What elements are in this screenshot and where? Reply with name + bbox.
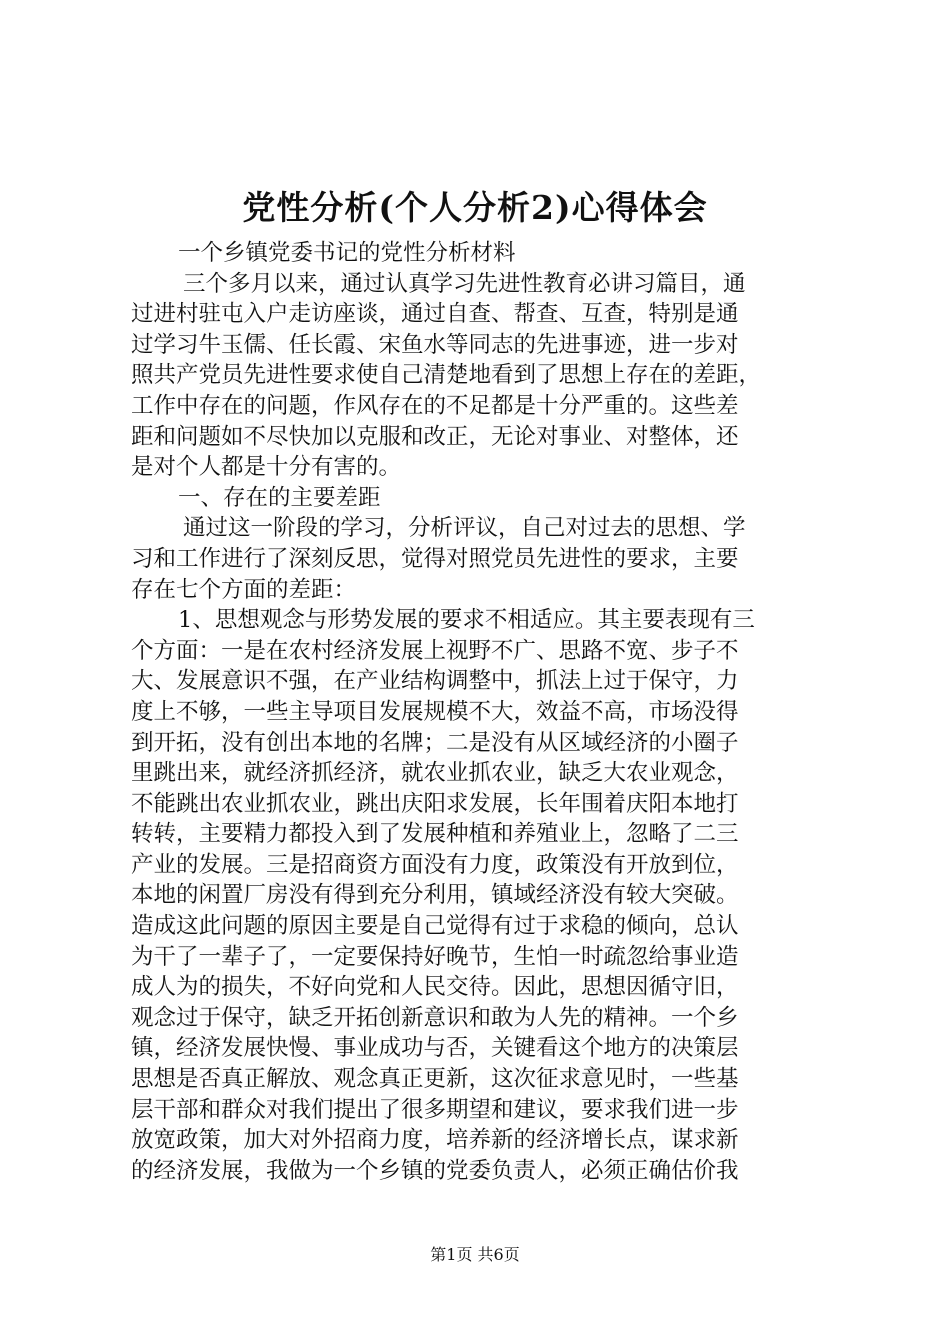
paragraph-line: 工作中存在的问题，作风存在的不足都是十分严重的。这些差 xyxy=(131,392,739,419)
paragraph-line: 镇，经济发展快慢、事业成功与否，关键看这个地方的决策层 xyxy=(131,1035,739,1062)
paragraph-line: 度上不够，一些主导项目发展规模不大，效益不高，市场没得 xyxy=(131,698,739,725)
paragraph-line: 不能跳出农业抓农业，跳出庆阳求发展，长年围着庆阳本地打 xyxy=(131,790,739,817)
paragraph-line: 通过这一阶段的学习，分析评议，自己对过去的思想、学 xyxy=(183,515,746,542)
paragraph-line: 转转，主要精力都投入到了发展种植和养殖业上，忽略了二三 xyxy=(131,821,739,848)
paragraph-line: 本地的闲置厂房没有得到充分利用，镇域经济没有较大突破。 xyxy=(131,882,739,909)
paragraph-line: 习和工作进行了深刻反思，觉得对照党员先进性的要求，主要 xyxy=(131,545,739,572)
paragraph-line: 照共产党员先进性要求使自己清楚地看到了思想上存在的差距， xyxy=(131,362,762,389)
paragraph-line: 1、思想观念与形势发展的要求不相适应。其主要表现有三 xyxy=(178,607,755,634)
page-number-footer: 第1页 共6页 xyxy=(430,1245,520,1264)
paragraph-line: 造成这此问题的原因主要是自己觉得有过于求稳的倾向，总认 xyxy=(131,913,739,940)
document-body xyxy=(131,238,831,1186)
paragraph-line: 为干了一辈子了，一定要保持好晚节，生怕一时疏忽给事业造 xyxy=(131,943,739,970)
paragraph-line: 三个多月以来，通过认真学习先进性教育必讲习篇目，通 xyxy=(183,270,746,297)
paragraph-line: 过进村驻屯入户走访座谈，通过自查、帮查、互查，特别是通 xyxy=(131,301,739,328)
paragraph-line: 层干部和群众对我们提出了很多期望和建议，要求我们进一步 xyxy=(131,1096,739,1123)
paragraph-line: 观念过于保守，缺乏开拓创新意识和敢为人先的精神。一个乡 xyxy=(131,1004,739,1031)
paragraph-line: 里跳出来，就经济抓经济，就农业抓农业，缺乏大农业观念， xyxy=(131,760,739,787)
paragraph-line: 存在七个方面的差距： xyxy=(131,576,357,603)
paragraph-line: 距和问题如不尽快加以克服和改正，无论对事业、对整体，还 xyxy=(131,423,739,450)
paragraph-line: 到开拓，没有创出本地的名牌；二是没有从区域经济的小圈子 xyxy=(131,729,739,756)
paragraph-line: 是对个人都是十分有害的。 xyxy=(131,454,402,481)
paragraph-line: 成人为的损失，不好向党和人民交待。因此，思想因循守旧， xyxy=(131,974,739,1001)
paragraph-line: 思想是否真正解放、观念真正更新，这次征求意见时，一些基 xyxy=(131,1066,739,1093)
subtitle-line: 一个乡镇党委书记的党性分析材料 xyxy=(178,240,516,266)
paragraph-line: 的经济发展，我做为一个乡镇的党委负责人，必须正确估价我 xyxy=(131,1157,739,1184)
section-heading: 一、存在的主要差距 xyxy=(178,484,381,511)
paragraph-line: 过学习牛玉儒、任长霞、宋鱼水等同志的先进事迹，进一步对 xyxy=(131,331,739,358)
document-title: 党性分析(个人分析2)心得体会 xyxy=(242,188,708,227)
paragraph-line: 产业的发展。三是招商资方面没有力度，政策没有开放到位， xyxy=(131,851,739,878)
paragraph-line: 个方面：一是在农村经济发展上视野不广、思路不宽、步子不 xyxy=(131,637,739,664)
paragraph-line: 放宽政策，加大对外招商力度，培养新的经济增长点，谋求新 xyxy=(131,1127,739,1154)
paragraph-line: 大、发展意识不强，在产业结构调整中，抓法上过于保守，力 xyxy=(131,668,739,695)
